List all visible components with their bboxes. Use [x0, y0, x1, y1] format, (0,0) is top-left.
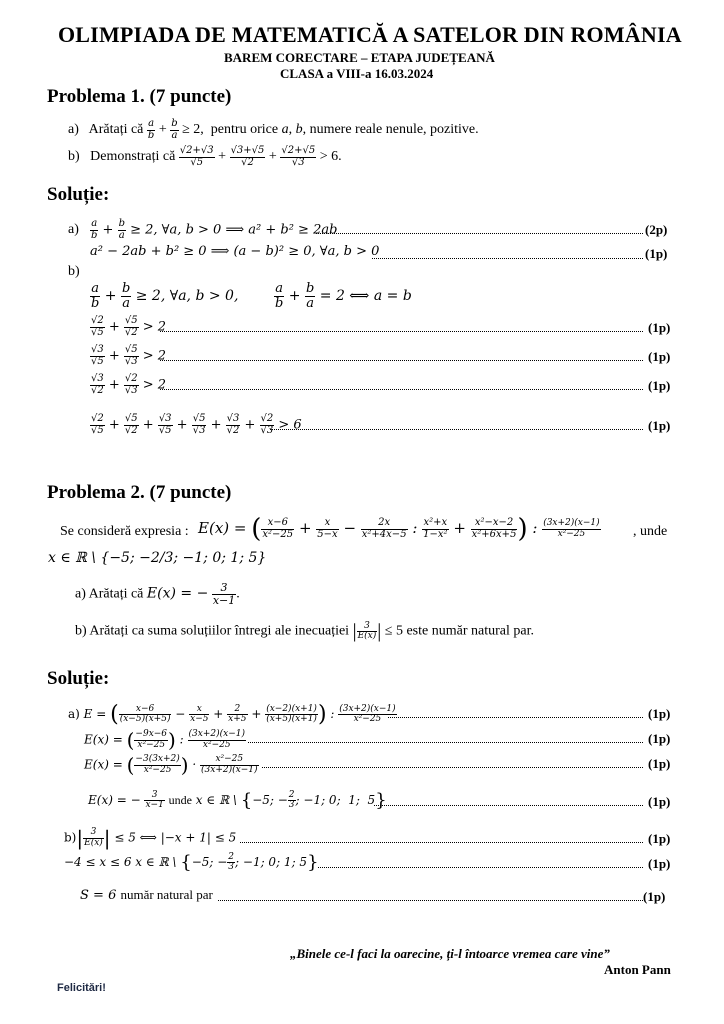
p1-sol-a-label: a): [68, 222, 79, 237]
points-badge: (1p): [648, 706, 671, 721]
dot-leader: [160, 389, 643, 390]
points-badge: (1p): [648, 418, 671, 433]
dot-leader: [316, 233, 643, 234]
p2-statement-a: a) Arătați că E(x) = − $\frac{3}{x-1}$ .: [75, 581, 240, 607]
problem-2-title: Problema 2. (7 puncte): [47, 482, 232, 503]
points-badge: (1p): [648, 320, 671, 335]
dot-leader: [248, 742, 643, 743]
p2-sol-line-3: E(x) = ( $\frac{-3(3x+2)}{\text{x²−25}}$ ) · $\frac{\text{x²−25}}{(3x+2)(x-1)}$: [84, 753, 258, 777]
p1-sol-line-5: $\frac{√3}{√5}$ + $\frac{√5}{√3}$ > 2: [91, 344, 167, 367]
footer-quote: „Binele ce-l faci la oarecine, ți-l întoarce vremea care vine”: [290, 946, 610, 961]
dot-leader: [218, 900, 643, 901]
dot-leader: [318, 867, 643, 868]
p2-sol-line-5: b)| $\frac{3}{E(x)}$ | ≤ 5 ⟺ |−x + 1| ≤ 5: [64, 826, 237, 850]
p2-statement-b: b) Arătați ca suma soluțiilor întregi ale inecuației | $\frac{3}{E(x)}$ | ≤ 5 este număr natural par.: [75, 620, 534, 642]
dot-leader: [240, 842, 643, 843]
p2-sol-line-6: −4 ≤ x ≤ 6 x ∈ ℝ \ {−5; − $\frac{2}{3}$ ; −1; 0; 1; 5}: [64, 851, 319, 873]
p2-solution-title: Soluție:: [47, 668, 110, 689]
p1-sol-line-6: $\frac{√3}{√2}$ + $\frac{√2}{√3}$ > 2: [91, 373, 167, 396]
p1-solution-title: Soluție:: [47, 184, 110, 205]
points-badge: (1p): [648, 378, 671, 393]
congrats-text: Felicitări!: [57, 982, 106, 994]
p1-sol-line-3: $\frac{a}{b}$ + $\frac{b}{a}$ ≥ 2, ∀a, b > 0, $\frac{a}{b}$ + $\frac{b}{a}$ = 2 ⟺ a = b: [91, 281, 412, 311]
p2-expression: E(x) = ( $\frac{x-6}{\text{x²−25}}$ + $\frac{x}{5-x}$ − $\frac{2x}{\text{x²+4x−5}}$ : $\frac{\text{x²+x}}{\text{1−x²}}$ + $\frac{\text{x²−x−2}}{\text{x²+6x+5}}$ ) : $\frac{(3x+2)(x-1)}{\text{x²−25}}$: [198, 514, 600, 544]
points-badge: (1p): [648, 856, 671, 871]
p1-sol-line-1: $\frac{a}{b}$ + $\frac{b}{a}$ ≥ 2, ∀a, b > 0 ⟹ a² + b² ≥ 2ab: [91, 218, 338, 241]
dot-leader: [270, 429, 643, 430]
points-badge: (1p): [643, 889, 666, 904]
p1-statement-b: b) Demonstrați că $\frac{√2+√3}{√5}$ + $\frac{√3+√5}{√2}$ + $\frac{√2+√5}{√3}$ > 6.: [68, 145, 342, 168]
p1-sol-line-2: a² − 2ab + b² ≥ 0 ⟹ (a − b)² ≥ 0, ∀a, b > 0: [90, 244, 380, 259]
p2-sol-line-2: E(x) = ( $\frac{-9x-6}{\text{x²−25}}$ ) : $\frac{(3x+2)(x-1)}{\text{x²−25}}$: [84, 728, 245, 752]
class-date: CLASA a VIII-a 16.03.2024: [280, 66, 434, 81]
p2-intro: Se consideră expresia :: [60, 524, 189, 539]
page-title: OLIMPIADA DE MATEMATICĂ A SATELOR DIN ROMÂNIA: [58, 22, 682, 47]
dot-leader: [160, 360, 643, 361]
p1-sol-line-7: $\frac{√2}{√5}$ + $\frac{√5}{√2}$ + $\frac{√3}{√5}$ + $\frac{√5}{√3}$ + $\frac{√3}{√2}$ + $\frac{√2}{√3}$ > 6: [91, 413, 302, 436]
points-badge: (1p): [648, 794, 671, 809]
p2-unde: , unde: [633, 524, 668, 539]
dot-leader: [388, 717, 643, 718]
points-badge: (2p): [645, 222, 668, 237]
problem-1-title: Problema 1. (7 puncte): [47, 86, 232, 107]
points-badge: (1p): [648, 756, 671, 771]
p2-sol-line-7: S = 6 număr natural par: [80, 887, 213, 903]
points-badge: (1p): [648, 831, 671, 846]
p2-sol-line-1: a) E = ( $\frac{x-6}{(x-5)(x+5)}$ − $\frac{x}{x-5}$ + $\frac{2}{x+5}$ + $\frac{(x-2)(x+1)}{(x+5)(x+1)}$ ) : $\frac{(3x+2)(x-1)}{\text{x²−25}}$: [68, 702, 396, 727]
dot-leader: [262, 767, 643, 768]
p1-sol-line-4: $\frac{√2}{√5}$ + $\frac{√5}{√2}$ > 2: [91, 315, 167, 338]
points-badge: (1p): [645, 246, 668, 261]
points-badge: (1p): [648, 731, 671, 746]
page-subtitle: BAREM CORECTARE – ETAPA JUDEȚEANĂ: [224, 50, 495, 65]
p2-sol-line-4: E(x) = − $\frac{3}{x-1}$ unde x ∈ ℝ \ {−5; − $\frac{2}{3}$ ; −1; 0; 1; 5}: [88, 789, 387, 811]
points-badge: (1p): [648, 349, 671, 364]
p1-statement-a: a) Arătați că $\frac{a}{b}$ + $\frac{b}{a}$ ≥ 2, pentru orice a, b, numere reale nenule, pozitive.: [68, 118, 479, 141]
dot-leader: [372, 258, 643, 259]
p1-sol-b-label: b): [68, 264, 80, 279]
p2-domain: x ∈ ℝ \ {−5; −2/3; −1; 0; 1; 5}: [48, 550, 267, 566]
dot-leader: [374, 805, 643, 806]
dot-leader: [160, 331, 643, 332]
footer-quote-author: Anton Pann: [604, 962, 671, 977]
